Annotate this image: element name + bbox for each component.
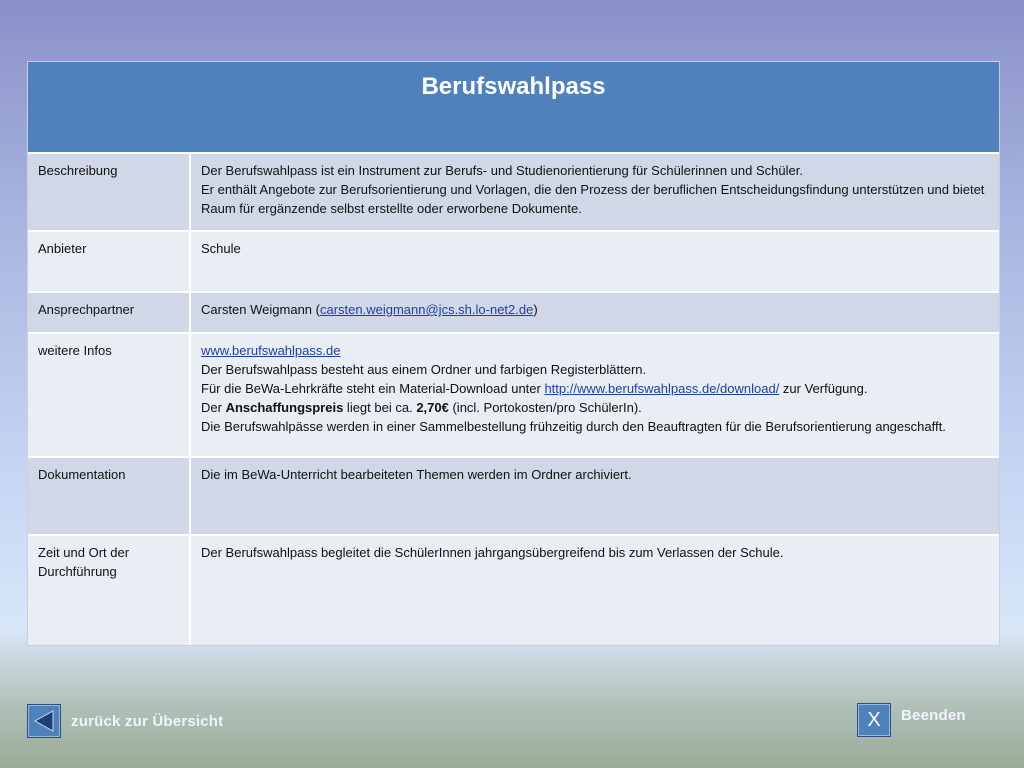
table-row — [28, 535, 999, 645]
arrow-left-icon[interactable] — [27, 704, 61, 738]
row-value: Die im BeWa-Unterricht bearbeiteten Themen werden im Ordner archiviert. — [190, 457, 999, 535]
table-row — [28, 292, 999, 333]
row-value: Schule — [190, 231, 999, 292]
price-label: Anschaffungspreis — [225, 400, 344, 415]
info-line — [201, 379, 989, 398]
info-text: zur Verfügung. — [779, 381, 868, 396]
price-value: 2,70€ — [416, 400, 449, 415]
website-link[interactable]: www.berufswahlpass.de — [201, 343, 341, 358]
end-label[interactable]: Beenden — [901, 706, 966, 724]
table-row — [28, 153, 999, 231]
back-label[interactable]: zurück zur Übersicht — [71, 712, 224, 730]
info-line: Der Berufswahlpass besteht aus einem Ordner und farbigen Registerblättern. — [201, 362, 647, 377]
close-icon[interactable]: X — [857, 703, 891, 737]
info-card — [27, 61, 1000, 646]
row-value — [190, 153, 999, 231]
info-text: (incl. Portokosten/pro SchülerIn). — [448, 400, 642, 415]
contact-email-link[interactable]: carsten.weigmann@jcs.sh.lo-net2.de — [319, 302, 534, 317]
info-text: Für die BeWa-Lehrkräfte steht ein Material-Download unter — [201, 381, 545, 396]
table-row — [28, 457, 999, 535]
info-text: Der — [201, 400, 226, 415]
table-row — [28, 333, 999, 457]
row-label: Anbieter — [28, 231, 190, 292]
end-button[interactable] — [857, 703, 966, 737]
table-row — [28, 231, 999, 292]
back-to-overview-button[interactable] — [27, 704, 223, 738]
description-line: Er enthält Angebote zur Berufsorientierung und Vorlagen, die den Prozess der beruflichen Entscheidungsfindung unterstützen und bietet Raum für ergänzende selbst erstellte oder erworbene Dokumente. — [201, 182, 985, 216]
page-title: Berufswahlpass — [421, 73, 606, 100]
info-line: Die Berufswahlpässe werden in einer Sammelbestellung frühzeitig durch den Beauftragten für die Berufsorientierung angeschafft. — [201, 419, 946, 434]
info-table — [28, 152, 999, 645]
row-value: Der Berufswahlpass begleitet die SchülerInnen jahrgangsübergreifend bis zum Verlassen der Schule. — [190, 535, 999, 645]
row-value — [190, 292, 999, 333]
info-line — [201, 398, 989, 417]
row-label: Beschreibung — [28, 153, 190, 231]
row-label: weitere Infos — [28, 333, 190, 457]
row-label: Ansprechpartner — [28, 292, 190, 333]
description-line: Der Berufswahlpass ist ein Instrument zur Berufs- und Studienorientierung für Schülerinnen und Schüler. — [201, 163, 803, 178]
download-link[interactable]: http://www.berufswahlpass.de/download/ — [544, 381, 780, 396]
row-label: Zeit und Ort der Durchführung — [28, 535, 190, 645]
row-value — [190, 333, 999, 457]
row-label: Dokumentation — [28, 457, 190, 535]
contact-name: Carsten Weigmann ( — [201, 302, 320, 317]
card-header — [28, 62, 999, 152]
contact-suffix: ) — [533, 302, 538, 317]
info-text: liegt bei ca. — [343, 400, 417, 415]
